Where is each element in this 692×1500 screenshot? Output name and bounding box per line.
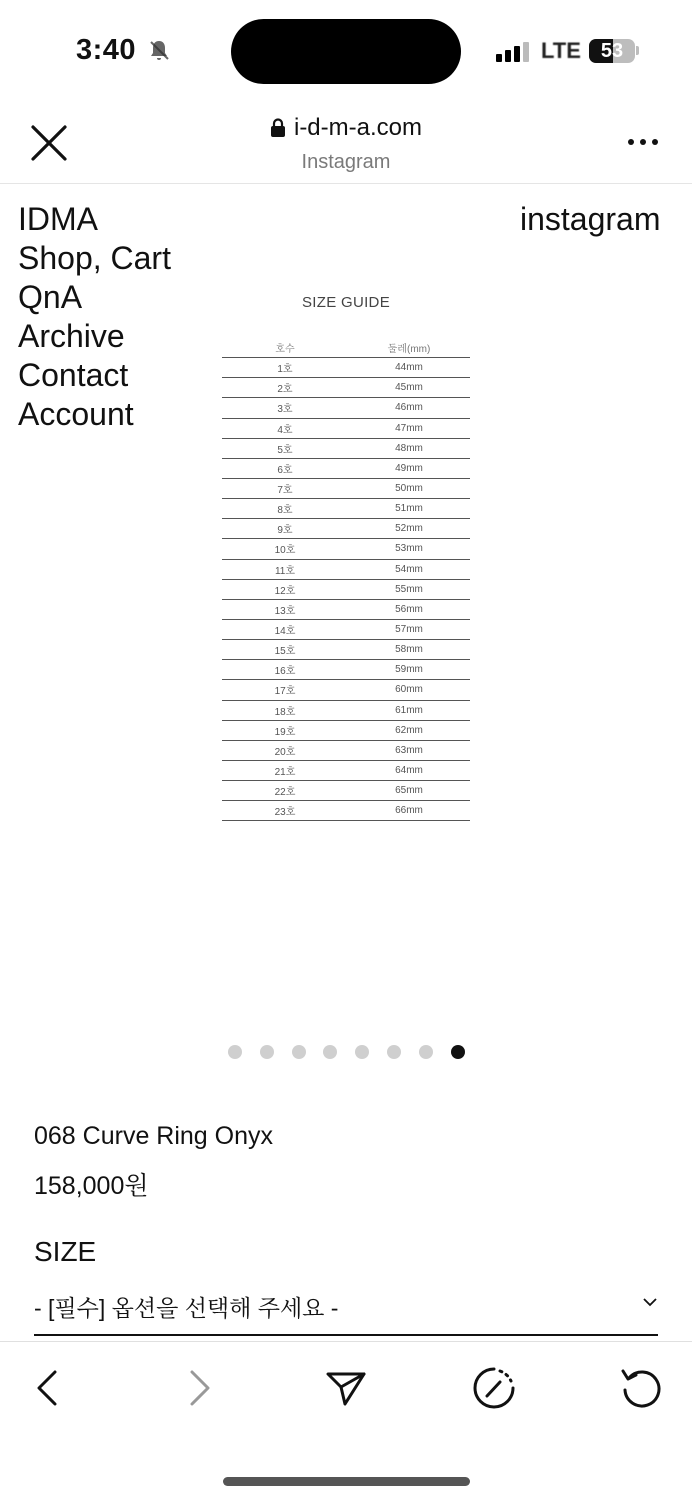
size-select-value: - [필수] 옵션을 선택해 주세요 - (34, 1295, 339, 1321)
nav-archive[interactable]: Archive (18, 318, 125, 354)
nav-idma[interactable]: IDMA (18, 201, 98, 237)
size-table-row (222, 439, 470, 459)
ring-size: 11호 (274, 565, 296, 577)
size-table-row (222, 701, 470, 721)
ring-circumference: 49mm (395, 462, 423, 474)
ring-circumference: 54mm (395, 563, 423, 575)
size-table-row (222, 560, 470, 580)
ring-circumference: 53mm (395, 543, 423, 555)
size-table-row (222, 499, 470, 519)
size-table-row (222, 519, 470, 539)
carousel-dot[interactable] (260, 1045, 274, 1059)
ring-size: 1호 (277, 364, 293, 376)
ring-size: 20호 (274, 746, 296, 758)
ring-circumference: 64mm (395, 765, 423, 777)
ring-size: 16호 (274, 666, 296, 678)
carousel-dot[interactable] (323, 1045, 337, 1059)
nav-contact[interactable]: Contact (18, 357, 129, 393)
ring-circumference: 50mm (395, 483, 423, 495)
share-icon[interactable] (324, 1366, 368, 1410)
ring-size: 21호 (274, 767, 296, 779)
ring-size: 7호 (277, 485, 293, 497)
carousel-dot[interactable] (451, 1045, 465, 1059)
signal-icon (496, 40, 532, 62)
more-options-icon[interactable] (626, 136, 660, 148)
silent-bell-icon (147, 38, 171, 62)
ring-size: 8호 (277, 505, 293, 517)
ring-size: 18호 (274, 706, 296, 718)
product-name: 068 Curve Ring Onyx (34, 1122, 274, 1150)
ring-size: 23호 (274, 807, 296, 819)
size-table-row (222, 761, 470, 781)
ring-circumference: 60mm (395, 684, 423, 696)
ring-size: 9호 (277, 525, 293, 537)
size-table-row (222, 358, 470, 378)
size-table-row (222, 479, 470, 499)
size-table-row (222, 660, 470, 680)
url-area[interactable] (0, 114, 692, 174)
status-time: 3:40 (76, 34, 137, 66)
ring-size: 6호 (277, 464, 293, 476)
ring-size: 5호 (277, 444, 293, 456)
size-table-row (222, 378, 470, 398)
size-table-row (222, 640, 470, 660)
size-table-row (222, 459, 470, 479)
carousel-dot[interactable] (228, 1045, 242, 1059)
size-table-row (222, 721, 470, 741)
carousel-dot[interactable] (419, 1045, 433, 1059)
ring-circumference: 48mm (395, 442, 423, 454)
battery-tip (636, 46, 639, 55)
ring-circumference: 62mm (395, 724, 423, 736)
ring-circumference: 63mm (395, 744, 423, 756)
ring-circumference: 65mm (395, 785, 423, 797)
battery-icon (589, 39, 635, 63)
ring-circumference: 66mm (395, 805, 423, 817)
size-table-row (222, 781, 470, 801)
size-table-row (222, 620, 470, 640)
ring-size: 3호 (277, 404, 293, 416)
ring-circumference: 57mm (395, 624, 423, 636)
size-table-row (222, 580, 470, 600)
ring-circumference: 44mm (395, 362, 423, 374)
site-nav (18, 200, 171, 434)
size-table-header (222, 338, 470, 358)
header-circumference: 둘레(mm) (387, 344, 431, 356)
ring-size: 2호 (277, 384, 293, 396)
ring-size: 12호 (274, 585, 296, 597)
status-bar (0, 0, 692, 100)
home-indicator (223, 1477, 470, 1486)
url-text: i-d-m-a.com (293, 114, 422, 141)
ring-circumference: 45mm (395, 382, 423, 394)
ring-circumference: 52mm (395, 523, 423, 535)
size-table-row (222, 419, 470, 439)
ring-size: 17호 (274, 686, 296, 698)
ring-circumference: 58mm (395, 644, 423, 656)
ring-circumference: 61mm (395, 704, 423, 716)
forward-icon[interactable] (176, 1366, 220, 1410)
nav-qna[interactable]: QnA (18, 279, 83, 315)
size-table-row (222, 741, 470, 761)
ring-circumference: 56mm (395, 603, 423, 615)
ring-size: 14호 (274, 626, 296, 638)
product-price: 158,000원 (34, 1172, 149, 1200)
carousel-dot[interactable] (355, 1045, 369, 1059)
reload-icon[interactable] (619, 1366, 663, 1410)
header-size: 호수 (275, 344, 295, 356)
page-source: Instagram (301, 151, 391, 173)
nav-account[interactable]: Account (18, 396, 134, 432)
speed-icon[interactable] (472, 1366, 516, 1410)
nav-instagram[interactable]: instagram (520, 201, 661, 237)
size-select[interactable] (34, 1282, 658, 1336)
nav-shop-cart[interactable]: Shop, Cart (18, 240, 171, 276)
ring-circumference: 51mm (395, 503, 423, 515)
carousel-dot[interactable] (292, 1045, 306, 1059)
chevron-down-icon (642, 1296, 658, 1308)
battery-percent: 53 (600, 40, 624, 62)
ring-circumference: 46mm (395, 402, 423, 414)
size-table-row (222, 398, 470, 418)
ring-circumference: 55mm (395, 583, 423, 595)
ring-size: 15호 (274, 646, 296, 658)
browser-header (0, 100, 692, 184)
ring-size: 13호 (274, 605, 296, 617)
ring-size: 22호 (274, 787, 296, 799)
ring-size: 4호 (277, 424, 293, 436)
dynamic-island (231, 19, 461, 84)
ring-size: 10호 (274, 545, 296, 557)
size-table-row (222, 801, 470, 821)
size-table-row (222, 680, 470, 700)
size-table-row (222, 600, 470, 620)
ring-circumference: 47mm (395, 422, 423, 434)
lock-icon (270, 118, 286, 138)
back-icon[interactable] (27, 1366, 71, 1410)
size-guide-table (222, 338, 470, 821)
size-guide-title: SIZE GUIDE (301, 294, 390, 311)
carousel-dot[interactable] (387, 1045, 401, 1059)
size-table-row (222, 539, 470, 559)
url-display (270, 114, 422, 142)
ring-circumference: 59mm (395, 664, 423, 676)
carousel-dots (228, 1045, 465, 1059)
ring-size: 19호 (274, 726, 296, 738)
option-label: SIZE (34, 1236, 97, 1267)
network-type: LTE (541, 38, 581, 63)
